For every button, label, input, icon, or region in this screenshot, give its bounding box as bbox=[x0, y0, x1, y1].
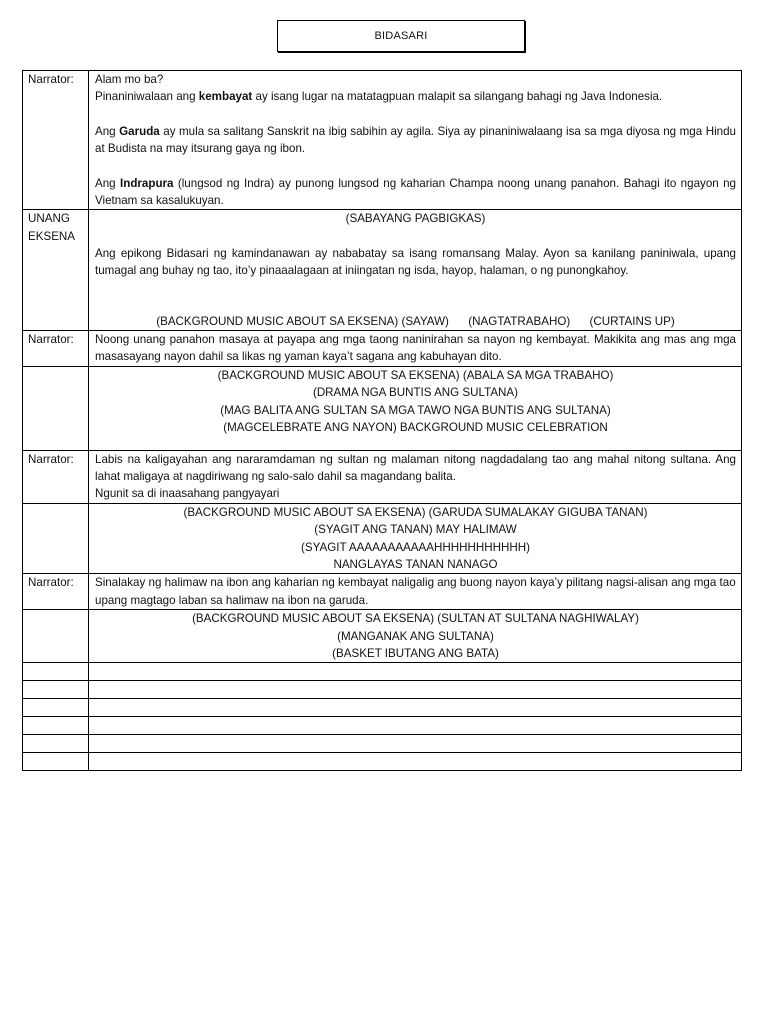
empty-row bbox=[23, 681, 742, 699]
stage-direction-line: (SYAGIT ANG TANAN) MAY HALIMAW bbox=[314, 523, 517, 537]
text-run: ay isang lugar na matatagpuan malapit sa silangang bahagi ng Java Indonesia. bbox=[252, 90, 663, 104]
table-row bbox=[23, 331, 742, 367]
table-row bbox=[23, 366, 742, 450]
narration-cell bbox=[89, 450, 742, 503]
table-row bbox=[23, 610, 742, 663]
stage-direction-line: (MAGCELEBRATE ANG NAYON) BACKGROUND MUSIC CELEBRATION bbox=[223, 421, 608, 435]
narration-text: Labis na kaligayahan ang nararamdaman ng sultan ng malaman nitong nagdadalang tao ang mahal nitong sultana. Ang lahat maligaya at nagdiriwang ng salo-salo dahil sa magandang balita. bbox=[95, 452, 736, 483]
scene-heading: (SABAYANG PAGBIGKAS) bbox=[345, 212, 486, 226]
scene-label-line: UNANG bbox=[28, 212, 70, 226]
stage-directions bbox=[89, 503, 742, 574]
text-run: ay mula sa salitang Sanskrit na ibig sabihin ay agila. Siya ay pinaniniwalaang isa sa mga diyosa ng mga Hindu at Budista na may itsurang gaya ng ibon. bbox=[95, 124, 736, 156]
speaker-label: Narrator: bbox=[23, 450, 89, 503]
narration-cell bbox=[89, 71, 742, 210]
table-row bbox=[23, 503, 742, 574]
script-table bbox=[22, 70, 742, 771]
speaker-label: Narrator: bbox=[23, 71, 89, 210]
speaker-label bbox=[23, 610, 89, 663]
scene-label bbox=[23, 210, 89, 331]
stage-direction-line: (BASKET IBUTANG ANG BATA) bbox=[332, 646, 499, 660]
speaker-label bbox=[23, 503, 89, 574]
stage-direction-line: (BACKGROUND MUSIC ABOUT SA EKSENA) (ABALA SA MGA TRABAHO) bbox=[217, 368, 614, 382]
narration-line: Alam mo ba? bbox=[95, 73, 164, 86]
text-run: (lungsod ng Indra) ay punong lungsod ng kaharian Champa noong unang panahon. Bahagi ito ngayon ng Vietnam sa kasalukuyan. bbox=[95, 176, 736, 208]
scene-paragraph: Ang epikong Bidasari ng kamindanawan ay nababatay sa isang romansang Malay. Ayon sa kanilang paniniwala, upang tumagal ang buhay ng tao, ito’y pinaaalagaan at iniingatan ng isda, hayop, halaman, o ng punongkahoy. bbox=[95, 246, 736, 278]
narration-line: Ngunit sa di inaasahang pangyayari bbox=[95, 487, 280, 501]
scene-cell bbox=[89, 210, 742, 331]
empty-row bbox=[23, 753, 742, 771]
bold-term: Garuda bbox=[119, 124, 160, 138]
stage-cues: (BACKGROUND MUSIC ABOUT SA EKSENA) (SAYAW) (NAGTATRABAHO) (CURTAINS UP) bbox=[156, 314, 675, 328]
stage-direction-line: NANGLAYAS TANAN NANAGO bbox=[333, 557, 498, 571]
bold-term: Indrapura bbox=[120, 176, 174, 190]
text-run: Ang bbox=[95, 176, 121, 190]
stage-direction-line: (BACKGROUND MUSIC ABOUT SA EKSENA) (SULTAN AT SULTANA NAGHIWALAY) bbox=[192, 612, 639, 626]
speaker-label: Narrator: bbox=[23, 331, 89, 367]
stage-direction-line: (DRAMA NGA BUNTIS ANG SULTANA) bbox=[312, 386, 519, 400]
speaker-label: Narrator: bbox=[23, 574, 89, 610]
text-run: Ang bbox=[95, 124, 120, 138]
stage-direction-line: (MANGANAK ANG SULTANA) bbox=[337, 629, 494, 643]
document-title: BIDASARI bbox=[277, 20, 525, 52]
empty-row bbox=[23, 735, 742, 753]
empty-row bbox=[23, 699, 742, 717]
empty-row bbox=[23, 717, 742, 735]
stage-direction-line: (BACKGROUND MUSIC ABOUT SA EKSENA) (GARUDA SUMALAKAY GIGUBA TANAN) bbox=[183, 505, 648, 519]
table-row bbox=[23, 71, 742, 210]
narration-paragraph bbox=[95, 123, 736, 158]
table-row bbox=[23, 450, 742, 503]
narration-text: Sinalakay ng halimaw na ibon ang kaharian ng kembayat naligalig ang buong nayon kaya’y pilitang nagsi-alisan ang mga tao upang magtago laban sa halimaw na ibon na garuda. bbox=[89, 574, 742, 610]
empty-row bbox=[23, 663, 742, 681]
table-row bbox=[23, 210, 742, 331]
narration-text: Noong unang panahon masaya at payapa ang mga taong naninirahan sa nayon ng kembayat. Makikita ang mas ang mga masasayang nayon dahil sa likas ng yaman kaya’t sagana ang kabuhayan dito. bbox=[89, 331, 742, 367]
table-row bbox=[23, 574, 742, 610]
narration-paragraph bbox=[95, 175, 736, 210]
text-run: Pinaniniwalaan ang bbox=[95, 90, 199, 104]
stage-directions bbox=[89, 366, 742, 450]
bold-term: kembayat bbox=[198, 90, 253, 104]
speaker-label bbox=[23, 366, 89, 450]
scene-label-line: EKSENA bbox=[28, 229, 76, 243]
stage-direction-line: (SYAGIT AAAAAAAAAAAHHHHHHHHHHH) bbox=[301, 540, 530, 554]
stage-directions bbox=[89, 610, 742, 663]
stage-direction-line: (MAG BALITA ANG SULTAN SA MGA TAWO NGA BUNTIS ANG SULTANA) bbox=[220, 403, 611, 417]
narration-paragraph bbox=[95, 88, 736, 105]
